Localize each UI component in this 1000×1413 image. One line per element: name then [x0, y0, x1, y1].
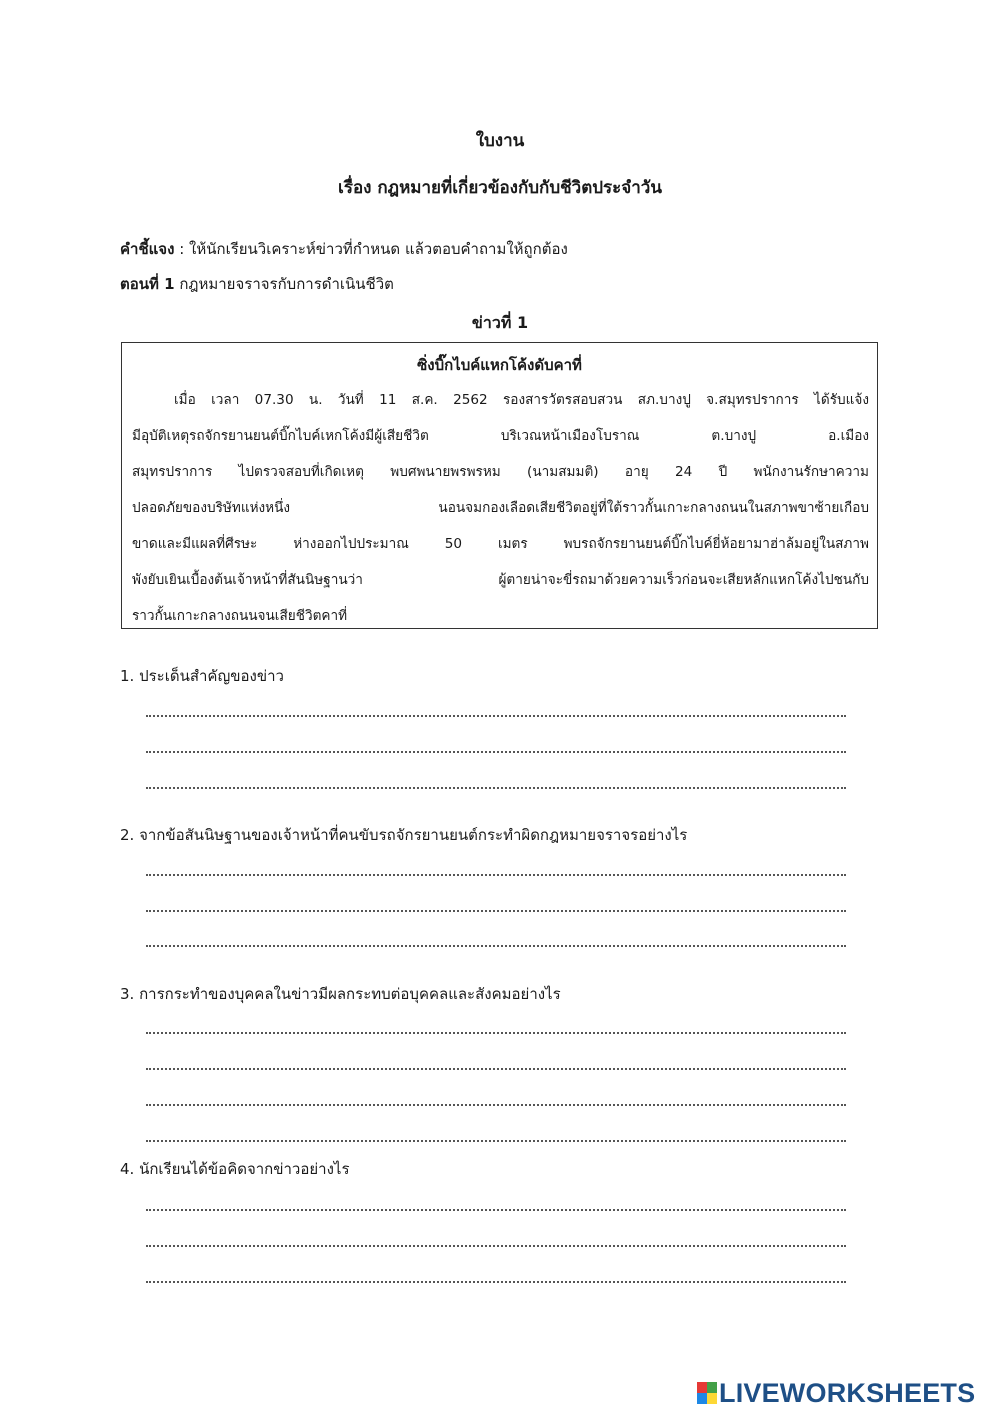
news-line: ขาดและมีแผลที่ศีรษะ ห่างออกไปประมาณ 50 เมตร พบรถจักรยานยนต์บิ๊กไบค์ยี่ห้อยามาฮ่าล้มอยู่ในสภาพ	[132, 536, 869, 552]
part-text: กฎหมายจราจรกับการดำเนินชีวิต	[174, 275, 394, 293]
brand-name: LIVEWORKSHEETS	[719, 1377, 976, 1408]
logo-square	[707, 1393, 717, 1404]
answer-line-1-1[interactable]	[146, 715, 846, 717]
answer-line-4-3[interactable]	[146, 1281, 846, 1283]
answer-line-2-2[interactable]	[146, 910, 846, 912]
news-line: สมุทรปราการ ไปตรวจสอบที่เกิดเหตุ พบศพนายพรพรหม (นามสมมติ) อายุ 24 ปี พนักงานรักษาความ	[132, 464, 869, 480]
instructions-text: ให้นักเรียนวิเคราะห์ข่าวที่กำหนด แล้วตอบคำถามให้ถูกต้อง	[189, 240, 568, 258]
question-4: 4. นักเรียนได้ข้อคิดจากข่าวอย่างไร	[120, 1160, 350, 1178]
answer-line-2-1[interactable]	[146, 874, 846, 876]
news-line: มีอุบัติเหตุรถจักรยานยนต์บิ๊กไบค์เหกโค้งมีผู้เสียชีวิต บริเวณหน้าเมืองโบราณ ต.บางปู อ.เมือง	[132, 428, 869, 444]
news-headline: ซิ่งบิ๊กไบค์แหกโค้งดับคาที่	[417, 356, 582, 374]
news-line: ปลอดภัยของบริษัทแห่งหนึ่ง นอนจมกองเลือดเสียชีวิตอยู่ที่ใต้ราวกั้นเกาะกลางถนนในสภาพขาซ้ายเกือบ	[132, 500, 869, 516]
liveworksheets-logo	[697, 1379, 975, 1407]
question-3: 3. การกระทำของบุคคลในข่าวมีผลกระทบต่อบุคคลและสังคมอย่างไร	[120, 985, 561, 1003]
part-heading	[120, 272, 394, 296]
instructions-separator: :	[174, 240, 190, 258]
logo-square	[697, 1382, 707, 1393]
worksheet-title: ใบงาน	[475, 131, 525, 151]
question-2: 2. จากข้อสันนิษฐานของเจ้าหน้าที่คนขับรถจักรยานยนต์กระทำผิดกฎหมายจราจรอย่างไร	[120, 826, 688, 844]
news-box	[121, 342, 878, 629]
question-1: 1. ประเด็นสำคัญของข่าว	[120, 667, 284, 685]
answer-line-4-1[interactable]	[146, 1209, 846, 1211]
logo-square	[707, 1382, 717, 1393]
instructions-label: คำชี้แจง	[120, 240, 175, 258]
logo-square	[697, 1393, 707, 1404]
news-line: ราวกั้นเกาะกลางถนนจนเสียชีวิตคาที่	[132, 608, 348, 624]
answer-line-2-3[interactable]	[146, 945, 846, 947]
answer-line-3-1[interactable]	[146, 1032, 846, 1034]
answer-line-3-4[interactable]	[146, 1140, 846, 1142]
news-line: พังยับเยินเบื้องต้นเจ้าหน้าที่สันนิษฐานว่า ผู้ตายน่าจะขี่รถมาด้วยความเร็วก่อนจะเสียหลักแหกโค้งไปชนกับ	[132, 572, 869, 588]
news-line: เมื่อ เวลา 07.30 น. วันที่ 11 ส.ค. 2562 รองสารวัตรสอบสวน สภ.บางปู จ.สมุทรปราการ ได้รับแจ้ง	[174, 392, 869, 408]
news-label: ข่าวที่ 1	[471, 313, 529, 332]
news-body	[132, 389, 869, 641]
part-label: ตอนที่ 1	[120, 275, 175, 293]
answer-line-3-3[interactable]	[146, 1104, 846, 1106]
instructions	[120, 237, 568, 261]
worksheet-subtitle: เรื่อง กฎหมายที่เกี่ยวข้องกับกับชีวิตประจำวัน	[338, 178, 662, 198]
answer-line-4-2[interactable]	[146, 1245, 846, 1247]
answer-line-1-2[interactable]	[146, 751, 846, 753]
answer-line-1-3[interactable]	[146, 787, 846, 789]
answer-line-3-2[interactable]	[146, 1068, 846, 1070]
liveworksheets-logo-icon	[697, 1382, 717, 1404]
